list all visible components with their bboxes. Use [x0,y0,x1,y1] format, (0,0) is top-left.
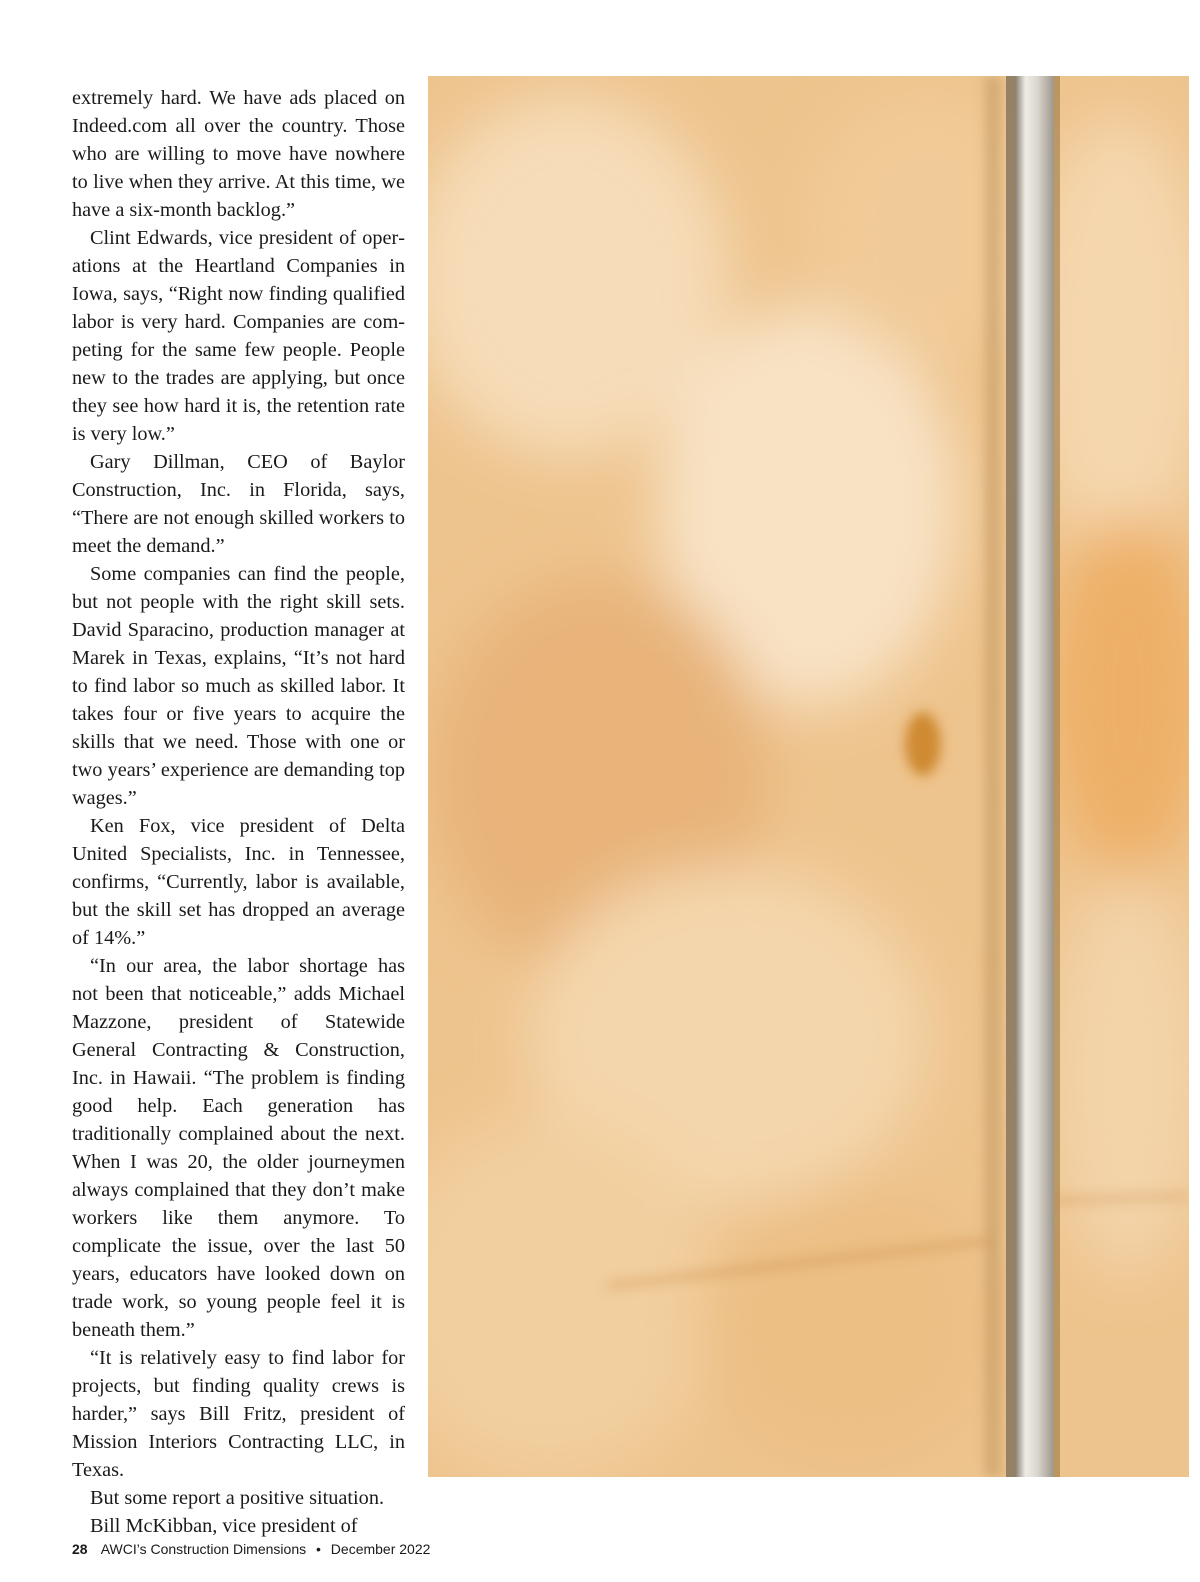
page-number: 28 [72,1541,88,1557]
article-paragraph: “In our area, the labor shortage has not been that noticeable,” adds Michael Mazzone, president of Statewide General Contracting & Construction, Inc. in Hawaii. “The problem is finding good help. Each generation has traditionally complained about the next. When I was 20, the older journeymen always complained that they don’t make workers like them anymore. To complicate the issue, over the last 50 years, educators have looked down on trade work, so young people feel it is beneath them.” [72,955,405,1341]
insulation-photo-graphic [428,76,1189,1477]
article-paragraph: “It is relatively easy to find labor for projects, but finding quality crews is harder,” says Bill Fritz, president of Mission Interiors Contracting LLC, in Texas. [72,1347,405,1481]
article-paragraph: Ken Fox, vice president of Delta United Specialists, Inc. in Tennessee, confirms, “Currently, labor is available, but the skill set has dropped an average of 14%.” [72,815,405,949]
article-paragraph: Gary Dillman, CEO of Baylor Construction, Inc. in Florida, says, “There are not enough skilled workers to meet the demand.” [72,451,405,557]
page-footer [72,1541,430,1557]
article-paragraph: extremely hard. We have ads placed on Indeed.com all over the country. Those who are willing to move have nowhere to live when they arrive. At this time, we have a six-month backlog.” [72,87,405,221]
article-paragraph: Some companies can find the people, but not people with the right skill sets. David Sparacino, production manager at Marek in Texas, explains, “It’s not hard to find labor so much as skilled labor. It takes four or five years to acquire the skills that we need. Those with one or two years’ experience are demanding top wages.” [72,563,405,809]
article-paragraph: But some report a positive situation. [90,1487,385,1509]
issue-date: December 2022 [330,1541,431,1557]
article-paragraph: Bill McKibban, vice president of [90,1515,358,1537]
insulation-photo [428,76,1189,1477]
article-paragraph: Clint Edwards, vice president of operations at the Heartland Companies in Iowa, says, “Right now finding qualified labor is very hard. Companies are competing for the same few people. People new to the trades are applying, but once they see how hard it is, the retention rate is very low.” [72,227,405,445]
publication-name: AWCI’s Construction Dimensions [100,1541,307,1557]
footer-separator: • [316,1541,321,1557]
article-body [72,84,405,1540]
